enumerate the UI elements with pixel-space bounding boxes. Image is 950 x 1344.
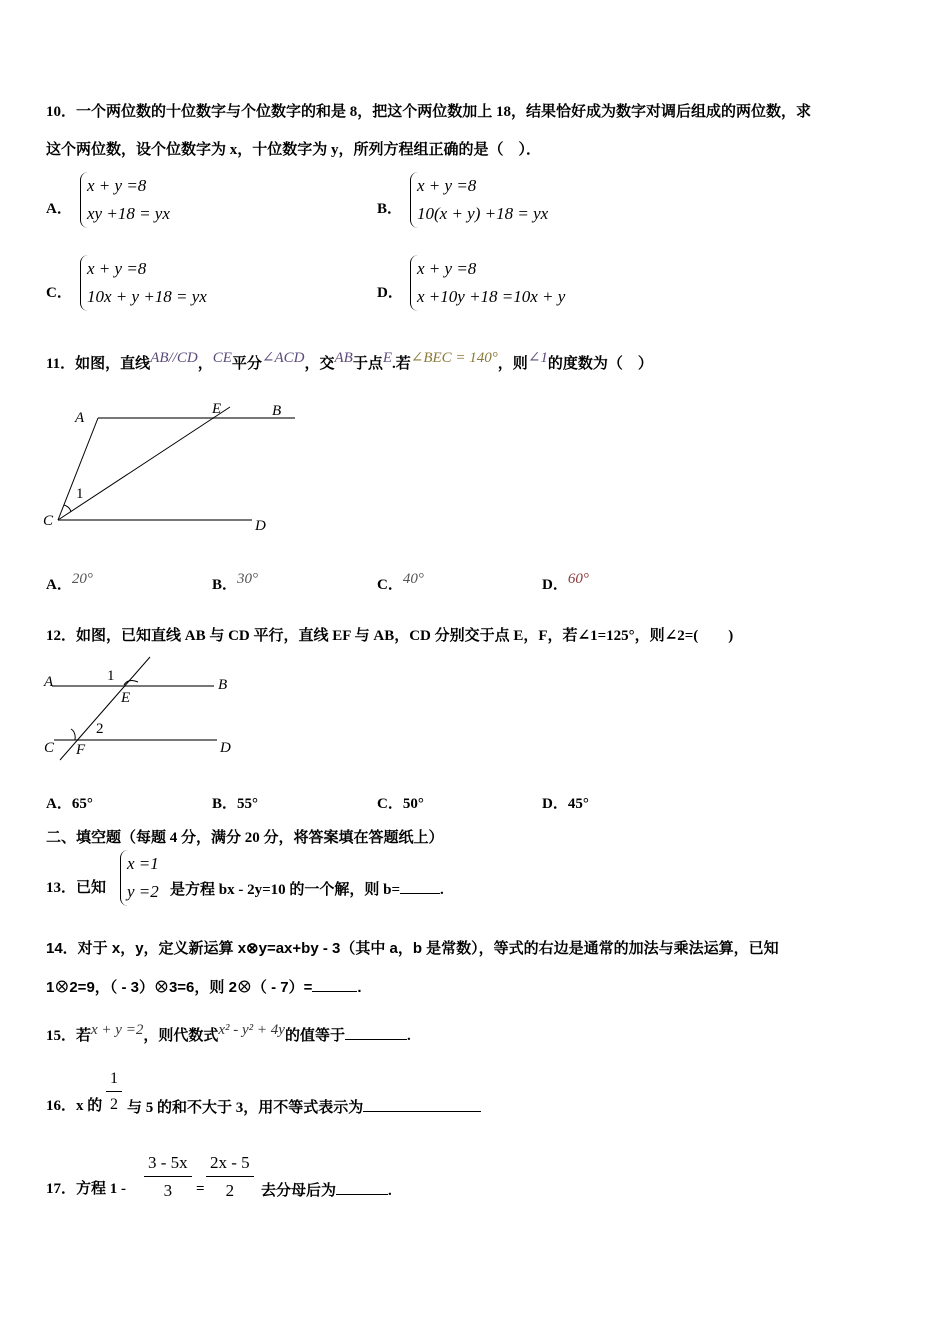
text: . (406, 1028, 411, 1044)
q17-suffix (261, 1180, 392, 1200)
q16-fraction (106, 1070, 122, 1114)
label-e: E (121, 690, 131, 706)
q12-option-d (542, 795, 589, 813)
equation: 10x + y +18 = yx (87, 287, 207, 306)
equation: x + y =8 (417, 259, 477, 278)
answer-blank[interactable] (345, 1025, 407, 1040)
q11-option-d (542, 571, 589, 594)
denominator: 2 (110, 1096, 118, 1113)
q12-option-c (377, 795, 424, 813)
q16-prefix: 16．x 的 (46, 1098, 103, 1114)
q17-fraction-2 (206, 1153, 254, 1201)
label-angle-1: 1 (76, 486, 84, 502)
label-d: D (255, 518, 266, 534)
label: D． (542, 577, 568, 593)
label-b: B (272, 403, 282, 419)
text: 11．如图，直线 (46, 356, 151, 372)
math: ∠1 (527, 350, 548, 366)
text: ，交 (304, 356, 335, 372)
math: AB//CD (150, 350, 198, 366)
q11-figure (40, 395, 310, 540)
text: 去分母后为 (261, 1183, 337, 1199)
label: A． (46, 577, 72, 593)
q16-suffix (127, 1097, 481, 1117)
text: .若 (392, 356, 411, 372)
label-c: C (43, 513, 54, 529)
text: ，则 (497, 356, 528, 372)
text: ，则代数式 (143, 1028, 219, 1044)
equation: x + y =8 (417, 176, 477, 195)
q10-option-b-system (410, 172, 548, 228)
equation: 10(x + y) +18 = yx (417, 204, 549, 223)
q10-option-c-system (80, 255, 207, 311)
value: 20° (71, 571, 93, 587)
value: 45° (567, 796, 589, 812)
text: 与 5 的和不大于 3，用不等式表示为 (127, 1100, 364, 1116)
text: 1⊗2=9，（ - 3）⊗3=6，则 2⊗（ - 7）= (46, 979, 313, 996)
q14-line2 (46, 977, 362, 997)
label-b: B (218, 677, 228, 693)
math: x + y =2 (91, 1022, 144, 1038)
q11-option-b (212, 571, 259, 594)
q10-line2: 这个两位数，设个位数字为 x，十位数字为 y，所列方程组正确的是（ ）． (46, 142, 542, 158)
text: 平分 (231, 356, 262, 372)
label: C． (377, 577, 403, 593)
q10-option-b-label: B． (377, 201, 403, 217)
math: E (382, 350, 392, 366)
q17-equals: = (196, 1181, 205, 1197)
text: 15．若 (46, 1028, 92, 1044)
q10-option-d-system (410, 255, 565, 311)
label-a: A (75, 410, 85, 426)
value: 30° (237, 571, 259, 587)
math: AB (334, 350, 353, 366)
q13-suffix (170, 879, 444, 899)
math: CE (212, 350, 232, 366)
value: 65° (71, 796, 93, 812)
label-e: E (212, 401, 222, 417)
text: . (388, 1183, 392, 1199)
math: ∠ACD (261, 350, 305, 366)
q10-option-a-system (80, 172, 170, 228)
numerator: 2x - 5 (206, 1153, 254, 1177)
label: D． (542, 796, 568, 812)
q12-option-b (212, 795, 258, 813)
label-f: F (76, 742, 86, 758)
denominator: 3 (163, 1181, 173, 1200)
label: B． (212, 577, 238, 593)
text: 的值等于 (284, 1028, 345, 1044)
q15 (46, 1022, 411, 1045)
answer-blank[interactable] (312, 977, 357, 992)
label-angle-1: 1 (107, 668, 115, 684)
text: 是方程 bx - 2y=10 的一个解，则 b= (170, 882, 401, 898)
value: 55° (237, 796, 259, 812)
answer-blank[interactable] (400, 879, 440, 894)
label-angle-2: 2 (96, 721, 104, 737)
text: 的度数为（ ） (547, 356, 653, 372)
q17-prefix: 17．方程 1 - (46, 1181, 126, 1197)
text: 于点 (352, 356, 383, 372)
label-c: C (44, 740, 55, 756)
label-d: D (220, 740, 231, 756)
equation: y =2 (127, 882, 159, 901)
q12-option-a (46, 795, 93, 813)
q11-stem (46, 350, 653, 373)
math: ∠BEC = 140° (410, 350, 498, 366)
q11-option-a (46, 571, 93, 594)
q11-option-c (377, 571, 424, 594)
text: ， (197, 356, 213, 372)
denominator: 2 (225, 1181, 235, 1200)
q13-system (120, 850, 159, 906)
q17-fraction-1 (144, 1153, 192, 1201)
text: . (357, 979, 362, 996)
label: B． (212, 796, 238, 812)
numerator: 3 - 5x (144, 1153, 192, 1177)
value: 50° (402, 796, 424, 812)
q13-prefix: 13．已知 (46, 880, 107, 896)
q10-option-c-label: C． (46, 285, 72, 301)
text: . (440, 882, 444, 898)
numerator: 1 (106, 1070, 122, 1092)
label: A． (46, 796, 72, 812)
math: x² - y² + 4y (218, 1022, 285, 1038)
q10-line1: 10．一个两位数的十位数字与个位数字的和是 8，把这个两位数加上 18，结果恰好成为数字对调后组成的两位数，求 (46, 104, 812, 120)
q12-stem: 12．如图，已知直线 AB 与 CD 平行，直线 EF 与 AB，CD 分别交于点 E，F，若∠1=125°，则∠2=( ) (46, 628, 734, 644)
answer-blank[interactable] (336, 1180, 388, 1195)
q12-figure (40, 652, 250, 764)
label-a: A (44, 674, 54, 690)
equation: xy +18 = yx (87, 204, 170, 223)
value: 40° (402, 571, 424, 587)
q10-option-a-label: A． (46, 201, 72, 217)
q10-option-d-label: D． (377, 285, 403, 301)
equation: x =1 (127, 854, 159, 873)
label: C． (377, 796, 403, 812)
section-title: 二、填空题（每题 4 分，满分 20 分，将答案填在答题纸上） (46, 830, 444, 846)
equation: x + y =8 (87, 259, 147, 278)
equation: x +10y +18 =10x + y (417, 287, 566, 306)
value: 60° (567, 571, 589, 587)
equation: x + y =8 (87, 176, 147, 195)
q14-line1: 14．对于 x，y，定义新运算 x⊗y=ax+by - 3（其中 a，b 是常数），等式的右边是通常的加法与乘法运算，已知 (46, 940, 779, 957)
answer-blank[interactable] (363, 1097, 481, 1112)
